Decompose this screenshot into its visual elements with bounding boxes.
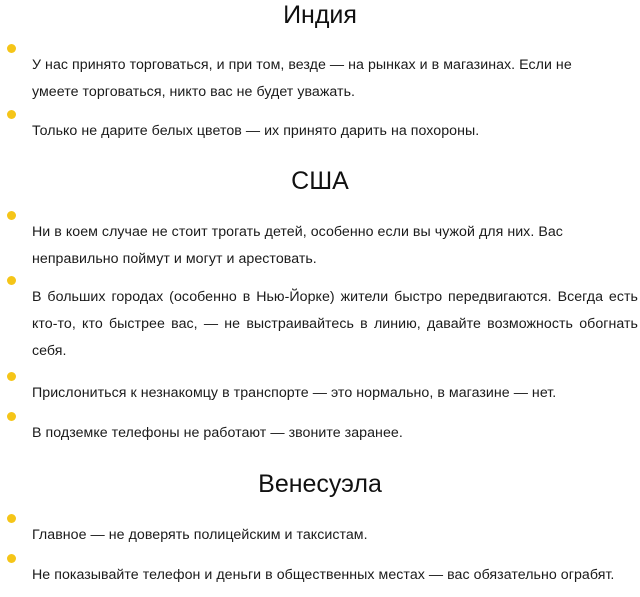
bullet-dot-icon (7, 372, 16, 381)
list-item-text: Прислониться к незнакомцу в транспорте — это нормально, в магазине — нет. (32, 385, 557, 402)
list-item-text: Только не дарите белых цветов — их принято дарить на похороны. (32, 123, 480, 140)
list-item-text: В подземке телефоны не работают — звоните заранее. (32, 425, 403, 442)
bullet-dot-icon (7, 44, 16, 53)
list-item-text: У нас принято торговаться, и при том, везде — на рынках и в магазинах. Если не умеете торговаться, никто вас не будет уважать. (32, 57, 572, 101)
bullet-dot-icon (7, 514, 16, 523)
section-title-usa: США (291, 167, 349, 195)
list-item-text: В больших городах (особенно в Нью-Йорке) жители быстро передвигаются. Всегда есть кто-то, кто быстрее вас, — не выстраивайтесь в линию, давайте возможность обогнать себя. (32, 289, 638, 360)
bullet-dot-icon (7, 110, 16, 119)
section-title-venezuela: Венесуэла (258, 470, 382, 498)
bullet-dot-icon (7, 276, 16, 285)
section-title-india: Индия (283, 1, 357, 29)
list-item-text: Ни в коем случае не стоит трогать детей, особенно если вы чужой для них. Вас неправильно поймут и могут и арестовать. (32, 224, 563, 268)
bullet-dot-icon (7, 211, 16, 220)
list-item-text: Не показывайте телефон и деньги в общественных местах — вас обязательно ограбят. (32, 567, 615, 584)
bullet-dot-icon (7, 412, 16, 421)
list-item-text: Главное — не доверять полицейским и таксистам. (32, 527, 368, 544)
bullet-dot-icon (7, 554, 16, 563)
